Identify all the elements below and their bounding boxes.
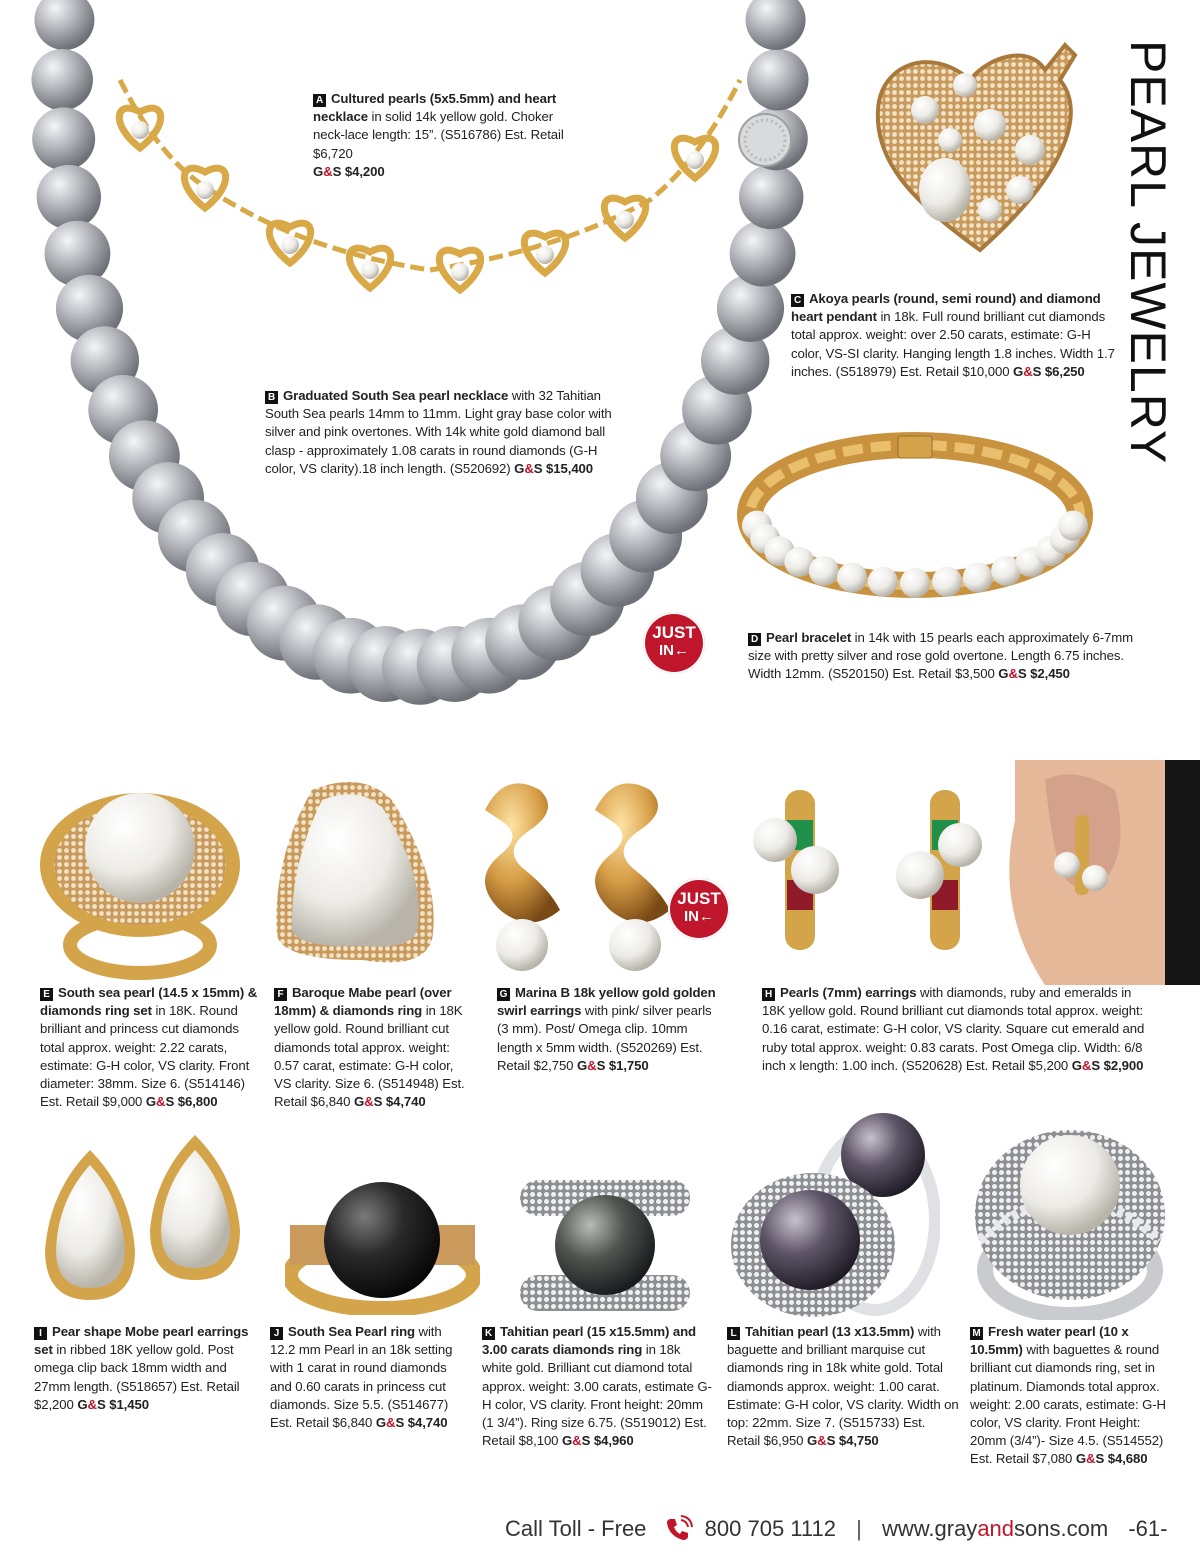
item-k-description: K Tahitian pearl (15 x15.5mm) and 3.00 carats diamonds ring in 18k white gold. Brilliant cut diamond total approx. weight: 3.00 carats, estimate G-H color, VS clarity. Front height: 20mm (1 3/4”). Ring size 6.75. (S519012) Est. Retail $8,100 G&S $4,960 bbox=[482, 1324, 712, 1449]
heart-link-pearl bbox=[451, 263, 469, 281]
item-b-description: B Graduated South Sea pearl necklace with 32 Tahitian South Sea pearls 14mm to 11mm. Light gray base color with silver and pink overtones. With 14k white gold diamond ball clasp - approximately 1.08 carats in round diamonds (G-H color, VS clarity).18 inch length. (S520692) G&S $15,400 bbox=[265, 388, 612, 476]
section-title: PEARL JEWELRY bbox=[1120, 40, 1176, 465]
call-label: Call Toll - Free bbox=[505, 1516, 647, 1541]
item-e-description: E South sea pearl (14.5 x 15mm) & diamonds ring set in 18K. Round brilliant and princess cut diamonds total approx. weight: 2.22 carats, estimate: G-H color, VS clarity. Front diameter: 38mm. Size 6. (S514146) Est. Retail $9,000 G&S $6,800 bbox=[40, 985, 258, 1110]
heart-link-pearl bbox=[131, 121, 149, 139]
item-letter: A bbox=[313, 94, 326, 107]
gray-pearl bbox=[32, 107, 95, 170]
bracelet-pearl bbox=[868, 567, 898, 597]
item-desc: in solid 14k yellow gold. Choker neck-lace length: 15”. (S516786) Est. Retail $6,720 bbox=[313, 109, 564, 161]
heart-choker-necklace-image bbox=[100, 40, 760, 360]
heart-link-pearl bbox=[196, 181, 214, 199]
mobe-pearl-earrings-image bbox=[40, 1130, 250, 1310]
item-f-description: F Baroque Mabe pearl (over 18mm) & diamonds ring in 18K yellow gold. Round brilliant cut diamonds total approx. weight: 0.57 carat, estimate: G-H color, VS clarity. Size 6. (S514948) Est. Retail $6,840 G&S $4,740 bbox=[274, 985, 465, 1110]
bracelet-pearl bbox=[900, 568, 930, 598]
bracelet-pearl bbox=[963, 563, 993, 593]
page-footer bbox=[505, 1514, 1185, 1550]
item-d-description: D Pearl bracelet in 14k with 15 pearls each approximately 6-7mm size with pretty silver and rose gold overtone. Length 6.75 inches. Width 12mm. (S520150) Est. Retail $3,500 G&S $2,450 bbox=[748, 630, 1134, 682]
bracelet-pearl bbox=[932, 567, 962, 597]
item-g-description: G Marina B 18k yellow gold golden swirl earrings with pink/ silver pearls (3 mm). Post/ Omega clip. 10mm length x 5mm width. (S520269) Est. Retail $2,750 G&S $1,750 bbox=[497, 985, 716, 1073]
heart-pendant-image bbox=[870, 40, 1090, 265]
bracelet-pearl bbox=[837, 563, 867, 593]
bracelet-pearl bbox=[809, 556, 839, 586]
pearl-earrings-model-image bbox=[745, 760, 1200, 985]
south-sea-ring-image bbox=[35, 770, 245, 980]
page-number: -61- bbox=[1128, 1516, 1168, 1541]
website-link[interactable]: www.grayandsons.com bbox=[881, 1516, 1109, 1542]
tahitian-pearl-cluster-ring-image bbox=[725, 1110, 940, 1320]
item-name: Cultured pearls (5x5.5mm) and heart necklace bbox=[313, 91, 557, 125]
bracelet-pearl bbox=[1058, 511, 1088, 541]
item-a-description: A Cultured pearls (5x5.5mm) and heart necklace in solid 14k yellow gold. Choker neck-lace length: 15”. (S516786) Est. Retail $6,720 G&S $4,200 bbox=[313, 91, 564, 179]
marina-b-earrings-image bbox=[470, 770, 690, 980]
heart-link-pearl bbox=[686, 151, 704, 169]
just-in-badge-earrings: JUST IN← bbox=[668, 878, 730, 940]
gray-pearl bbox=[34, 0, 94, 50]
heart-link-pearl bbox=[281, 236, 299, 254]
item-h-description: H Pearls (7mm) earrings with diamonds, ruby and emeralds in 18K yellow gold. Round brilliant cut diamonds total approx. weight: 0.16 carat, estimate: G-H color, VS clarity. Square cut emerald and ruby total approx. weight: 0.83 carats. Post Omega clip. Width: 6/8 inch x length: 1.00 inch. (S520628) Est. Retail $5,200 G&S $2,900 bbox=[762, 985, 1145, 1073]
heart-link-pearl bbox=[536, 246, 554, 264]
tahitian-pearl-split-ring-image bbox=[515, 1170, 695, 1320]
phone-number[interactable]: 800 705 1112 bbox=[704, 1516, 836, 1541]
baroque-mabe-ring-image bbox=[272, 770, 447, 980]
pearl-bracelet-image bbox=[730, 420, 1100, 610]
phone-icon bbox=[663, 1514, 693, 1544]
item-price: $4,200 bbox=[344, 163, 385, 179]
south-sea-black-pearl-ring-image bbox=[285, 1180, 480, 1315]
fresh-water-pearl-ring-image bbox=[970, 1120, 1170, 1320]
item-m-description: M Fresh water pearl (10 x 10.5mm) with baguettes & round brilliant cut diamonds ring, set in platinum. Diamonds total approx. weight: 2.00 carats, estimate: G-H color, VS clarity. Front Height: 20mm (3/4”)- Size 4.5. (S514552) Est. Retail $7,080 G&S $4,680 bbox=[970, 1324, 1166, 1467]
gray-pearl bbox=[37, 165, 101, 229]
item-l-description: L Tahitian pearl (13 x13.5mm) with baguette and brilliant marquise cut diamonds ring in 18k white gold. Total diamonds approx. weight: 1.00 carat. Estimate: G-H color, VS clarity. Width on top: 22mm. Size 7. (S515733) Est. Retail $6,950 G&S $4,750 bbox=[727, 1324, 959, 1449]
heart-link-pearl bbox=[616, 211, 634, 229]
item-c-description: C Akoya pearls (round, semi round) and diamond heart pendant in 18k. Full round brilliant cut diamonds total approx. weight: over 2.50 carats, estimate: G-H color, VS-SI clarity. Hanging length 1.8 inches. Width 1.7 inches. (S518979) Est. Retail $10,000 G&S $6,250 bbox=[791, 291, 1115, 379]
heart-link-pearl bbox=[361, 261, 379, 279]
item-i-description: I Pear shape Mobe pearl earrings set in ribbed 18K yellow gold. Post omega clip back 18mm width and 27mm length. (S518657) Est. Retail $2,200 G&S $1,450 bbox=[34, 1324, 249, 1412]
gray-pearl bbox=[31, 49, 92, 110]
footer-separator: | bbox=[856, 1516, 862, 1541]
item-j-description: J South Sea Pearl ring with 12.2 mm Pearl in an 18k setting with 1 carat in round diamonds and 0.60 carats in princess cut diamonds. Size 5.5. (S514677) Est. Retail $6,840 G&S $4,740 bbox=[270, 1324, 453, 1431]
just-in-badge-necklace: JUST IN← bbox=[643, 612, 705, 674]
